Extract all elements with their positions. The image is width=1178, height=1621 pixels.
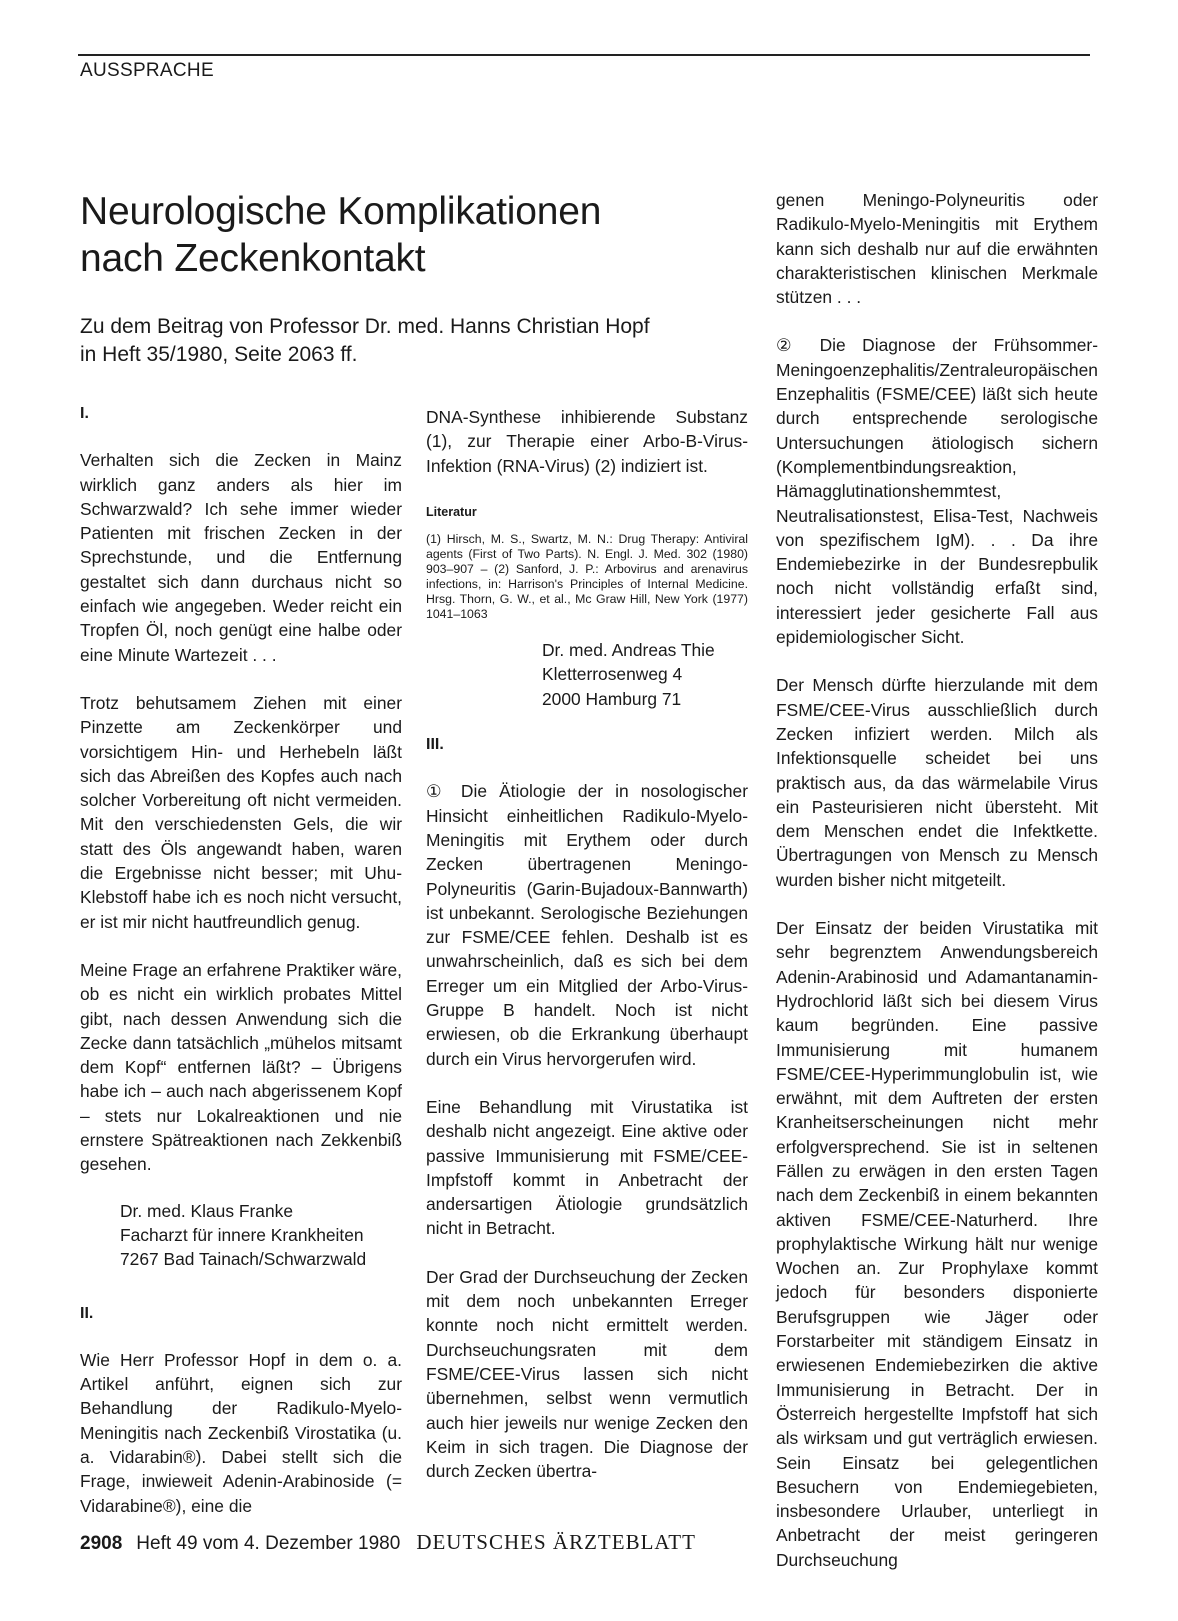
section-3-heading: III. — [426, 736, 444, 754]
section-1-signature — [120, 1199, 402, 1272]
section-3-paragraph-2: Eine Behandlung mit Virustatika ist deshalb nicht angezeigt. Eine aktive oder passive Immunisierung mit FSME/CEE-Impfstoff kommt in Anbetracht der andersartigen Ätiologie grundsätzlich nicht in Betracht. — [426, 1096, 748, 1239]
column-2 — [426, 405, 748, 1483]
section-3-paragraph-6: Der Einsatz der beiden Virustatika mit sehr begrenztem Anwendungsbereich Adenin-Arabinosid und Adamantanamin-Hydrochlorid läßt sich bei diesem Virus kaum begründen. Eine passive Immunisierung mit humanem FSME/CEE-Hyperimmunglobulin ist, wie erwähnt, mit dem Auftreten der ersten Kranheitserscheinungen nicht mehr erfolgversprechend. Sie ist in seltenen Fällen zu erwägen in den ersten Tagen nach dem Zeckenbiß in einem bekannten aktiven FSME/CEE-Naturherd. Ihre prophylaktische Wirkung hält nur wenige Wochen an. Zur Prophylaxe kommt jedoch für besonders disponierte Berufsgruppen wie Jäger oder Forstarbeiter mit ständigem Einsatz in erwiesenen Endemiebezirken die aktive Immunisierung in Betracht. Der in Österreich hergestellte Impfstoff hat sich als wirksam und gut verträglich erwiesen. Sein Einsatz bei gelegentlichen Besuchern von Endemiegebieten, insbesondere Urlauber, unterliegt in Anbetracht der meist geringeren Durchseuchung — [776, 918, 1098, 1570]
literature-references: (1) Hirsch, M. S., Swartz, M. N.: Drug Therapy: Antiviral agents (First of Two Parts). N. Engl. J. Med. 302 (1980) 903–907 – (2) Sanford, J. P.: Arbovirus and arenavirus infections, in: Harrison's Principles of Internal Medicine. Hrsg. Thorn, G. W., et al., Mc Graw Hill, New York (1977) 1041–1063 — [426, 532, 748, 622]
title-line-1: Neurologische Komplikationen — [80, 190, 602, 233]
signature-name: Dr. med. Andreas Thie — [542, 640, 715, 661]
section-2-paragraph-1: Wie Herr Professor Hopf in dem o. a. Artikel anführt, eignen sich zur Behandlung der Radikulo-Myelo-Meningitis nach Zeckenbiß Virostatika (u. a. Vidarabin®). Dabei stellt sich die Frage, inwieweit Adenin-Arabinoside (= Vidarabine®), eine die — [80, 1349, 402, 1516]
section-2-heading: II. — [80, 1304, 94, 1322]
signature-street: Kletterrosenweg 4 — [542, 664, 683, 685]
journal-name: DEUTSCHES ÄRZTEBLATT — [416, 1530, 696, 1554]
section-3-paragraph-1: ① Die Ätiologie der in nosologischer Hinsicht einheitlichen Radikulo-Myelo-Meningitis mit Erythem oder durch Zecken übertragenen Meningo-Polyneuritis (Garin-Bujadoux-Bannwarth) ist unbekannt. Serologische Beziehungen zur FSME/CEE fehlen. Deshalb ist es unwahrscheinlich, daß es sich bei dem Erreger um ein Mitglied der Arbo-Virus-Gruppe B handelt. Noch ist nicht erwiesen, ob die Erkrankung überhaupt durch ein Virus hervorgerufen wird. — [426, 781, 748, 1069]
issue-info: Heft 49 vom 4. Dezember 1980 — [136, 1533, 401, 1554]
signature-title: Facharzt für innere Krankheiten — [120, 1224, 364, 1245]
section-1-paragraph-3: Meine Frage an erfahrene Praktiker wäre, ob es nicht ein wirklich probates Mittel gibt, nach dessen Anwendung sich die Zecke dann tatsächlich „mühelos mitsamt dem Kopf“ entfernen läßt? – Übrigens habe ich – auch nach abgerissenem Kopf – stets nur Lokalreaktionen und nie ernstere Spätreaktionen nach Zekkenbiß gesehen. — [80, 959, 402, 1175]
literature-heading: Literatur — [426, 504, 477, 519]
signature-city: 2000 Hamburg 71 — [542, 688, 682, 709]
column-3 — [776, 188, 1098, 1572]
section-1-paragraph-1: Verhalten sich die Zecken in Mainz wirklich ganz anders als hier im Schwarzwald? Ich sehe immer wieder Patienten mit frischen Zecken in der Sprechstunde, und die Entfernung gestaltet sich dann durchaus nicht so einfach wie angegeben. Weder reicht ein Tropfen Öl, noch genügt eine halbe oder eine Minute Wartezeit . . . — [80, 450, 402, 665]
section-3-paragraph-5: Der Mensch dürfte hierzulande mit dem FSME/CEE-Virus ausschließlich durch Zecken infiziert werden. Milch als Infektionsquelle scheidet bei uns praktisch aus, da das wärmelabile Virus ein Pasteurisieren nicht übersteht. Mit dem Menschen endet die Infektkette. Übertragungen von Mensch zu Mensch wurden bisher nicht mitgeteilt. — [776, 675, 1098, 890]
section-3-paragraph-3: Der Grad der Durchseuchung der Zecken mit dem noch unbekannten Erreger konnte noch nicht ermittelt werden. Durchseuchungsraten mit dem FSME/CEE-Virus lassen sich nicht übernehmen, selbst wenn vermutlich auch hier jeweils nur wenige Zecken den Keim in sich tragen. Die Diagnose der durch Zecken übertra- — [426, 1266, 748, 1482]
title-line-2: nach Zeckenkontakt — [80, 237, 426, 280]
section-1-paragraph-2: Trotz behutsamem Ziehen mit einer Pinzette am Zeckenkörper und vorsichtigem Hin- und Herhebeln läßt sich das Abreißen des Kopfes auch nach solcher Vorbereitung oft nicht vermeiden. Mit den verschiedensten Gels, die wir statt des Öls angewandt haben, waren die Ergebnisse nicht besser; mit Uhu-Klebstoff habe ich es noch nicht versucht, er ist mir nicht hautfreundlich genug. — [80, 692, 402, 932]
section-label: AUSSPRACHE — [80, 60, 214, 81]
section-2-paragraph-1-continued: DNA-Synthese inhibierende Substanz (1), zur Therapie einer Arbo-B-Virus-Infektion (RNA-Virus) (2) indiziert ist. — [426, 407, 748, 476]
section-3-paragraph-4: ② Die Diagnose der Frühsommer-Meningoenzephalitis/Zentraleuropäischen Enzephalitis (FSME/CEE) läßt sich heute durch entsprechende serologische Untersuchungen ätiologisch sichern (Komplementbindungsreaktion, Hämagglutinationshemmtest, Neutralisationstest, Elisa-Test, Nachweis von spezifischem IgM). . . Da ihre Endemiebezirke in der Bundesrepbulik noch nicht vollständig erfaßt sind, interessiert jeder gesicherte Fall aus epidemiologischer Sicht. — [776, 335, 1098, 648]
page-number: 2908 — [80, 1533, 123, 1554]
article-title — [80, 188, 680, 282]
signature-name: Dr. med. Klaus Franke — [120, 1200, 294, 1221]
subtitle-line-1: Zu dem Beitrag von Professor Dr. med. Hanns Christian Hopf — [80, 315, 650, 338]
column-1 — [80, 394, 402, 1518]
article-subtitle — [80, 313, 720, 369]
section-2-signature — [542, 638, 748, 711]
page-footer — [80, 1530, 696, 1555]
section-1-heading: I. — [80, 405, 89, 422]
section-3-paragraph-3-continued: genen Meningo-Polyneuritis oder Radikulo-Myelo-Meningitis mit Erythem kann sich deshalb nur auf die erwähnten charakteristischen klinischen Merkmale stützen . . . — [776, 190, 1098, 308]
signature-address: 7267 Bad Tainach/Schwarzwald — [120, 1249, 367, 1270]
subtitle-line-2: in Heft 35/1980, Seite 2063 ff. — [80, 343, 358, 366]
top-rule — [78, 54, 1090, 56]
